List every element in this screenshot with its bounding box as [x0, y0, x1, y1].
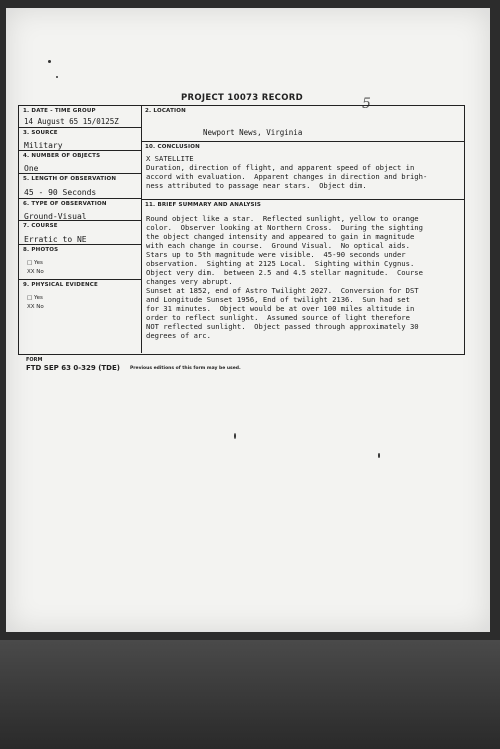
source-value: Military	[24, 141, 63, 150]
conclusion-cell	[141, 142, 464, 200]
length-of-observation-cell	[19, 174, 141, 199]
summary-cell	[141, 200, 464, 353]
location-value: Newport News, Virginia	[203, 128, 303, 137]
record-form	[18, 105, 465, 355]
summary-label: 11. BRIEF SUMMARY AND ANALYSIS	[145, 202, 262, 208]
number-of-objects-label: 4. NUMBER OF OBJECTS	[23, 153, 101, 159]
course-label: 7. COURSE	[23, 223, 58, 229]
number-of-objects-value: One	[24, 164, 39, 173]
form-number: FTD SEP 63 0-329 (TDE)	[26, 364, 120, 372]
summary-line: for 31 minutes. Object would be at over 100 miles altitude in	[146, 304, 415, 313]
location-cell	[141, 106, 464, 142]
summary-line: and Longitude Sunset 1956, End of twilight 2136. Sun had set	[146, 295, 410, 304]
photos-label: 8. PHOTOS	[23, 247, 59, 253]
left-column	[19, 106, 142, 353]
summary-line: order to reflect sunlight. Assumed source of light therefore	[146, 313, 410, 322]
speck	[234, 433, 236, 439]
conclusion-label: 10. CONCLUSION	[145, 144, 200, 150]
speck	[48, 60, 51, 63]
date-time-cell	[19, 106, 141, 128]
number-of-objects-cell	[19, 151, 141, 174]
type-of-observation-label: 6. TYPE OF OBSERVATION	[23, 201, 107, 207]
course-cell	[19, 221, 141, 245]
speck	[378, 453, 380, 458]
length-of-observation-label: 5. LENGTH OF OBSERVATION	[23, 176, 117, 182]
length-of-observation-value: 45 - 90 Seconds	[24, 188, 97, 197]
summary-line: with each change in course. Ground Visual. No optical aids.	[146, 241, 410, 250]
summary-line: Stars up to 5th magnitude were visible. 45-90 seconds under	[146, 250, 406, 259]
conclusion-line: ness attributed to passage near stars. Object dim.	[146, 181, 367, 190]
form-label: FORM	[26, 357, 43, 363]
photos-no-checkbox: XX No	[27, 269, 44, 275]
summary-line: Sunset at 1852, end of Astro Twilight 2027. Conversion for DST	[146, 286, 419, 295]
summary-line: NOT reflected sunlight. Object passed through approximately 30	[146, 322, 419, 331]
date-time-label: 1. DATE - TIME GROUP	[23, 108, 96, 114]
photos-cell	[19, 245, 141, 280]
physical-evidence-label: 9. PHYSICAL EVIDENCE	[23, 282, 98, 288]
conclusion-line: accord with evaluation. Apparent changes in direction and brigh-	[146, 172, 428, 181]
physical-evidence-cell	[19, 280, 141, 353]
course-value: Erratic to NE	[24, 235, 87, 244]
type-of-observation-value: Ground-Visual	[24, 212, 87, 221]
summary-line: degrees of arc.	[146, 331, 211, 340]
summary-line: changes very abrupt.	[146, 277, 233, 286]
source-cell	[19, 128, 141, 151]
summary-line: Round object like a star. Reflected sunlight, yellow to orange	[146, 214, 419, 223]
speck	[56, 76, 58, 78]
conclusion-line: X SATELLITE	[146, 154, 194, 163]
source-label: 3. SOURCE	[23, 130, 58, 136]
type-of-observation-cell	[19, 199, 141, 221]
physical-evidence-yes-checkbox: □ Yes	[27, 295, 43, 301]
record-title: PROJECT 10073 RECORD	[181, 93, 303, 103]
form-note: Previous editions of this form may be used.	[130, 366, 241, 371]
date-time-value: 14 August 65 15/0125Z	[24, 117, 119, 126]
physical-evidence-no-checkbox: XX No	[27, 304, 44, 310]
summary-line: observation. Sighting at 2125 Local. Sighting within Cygnus.	[146, 259, 415, 268]
conclusion-line: Duration, direction of flight, and apparent speed of object in	[146, 163, 415, 172]
location-label: 2. LOCATION	[145, 108, 186, 114]
summary-line: Object very dim. between 2.5 and 4.5 stellar magnitude. Course	[146, 268, 423, 277]
photos-yes-checkbox: □ Yes	[27, 260, 43, 266]
summary-line: the object changed intensity and appeared to gain in magnitude	[146, 232, 415, 241]
handwritten-annotation: 5	[362, 96, 371, 112]
right-column	[141, 106, 464, 353]
scan-background	[0, 640, 500, 749]
summary-line: color. Observer looking at Northern Cross. During the sighting	[146, 223, 423, 232]
